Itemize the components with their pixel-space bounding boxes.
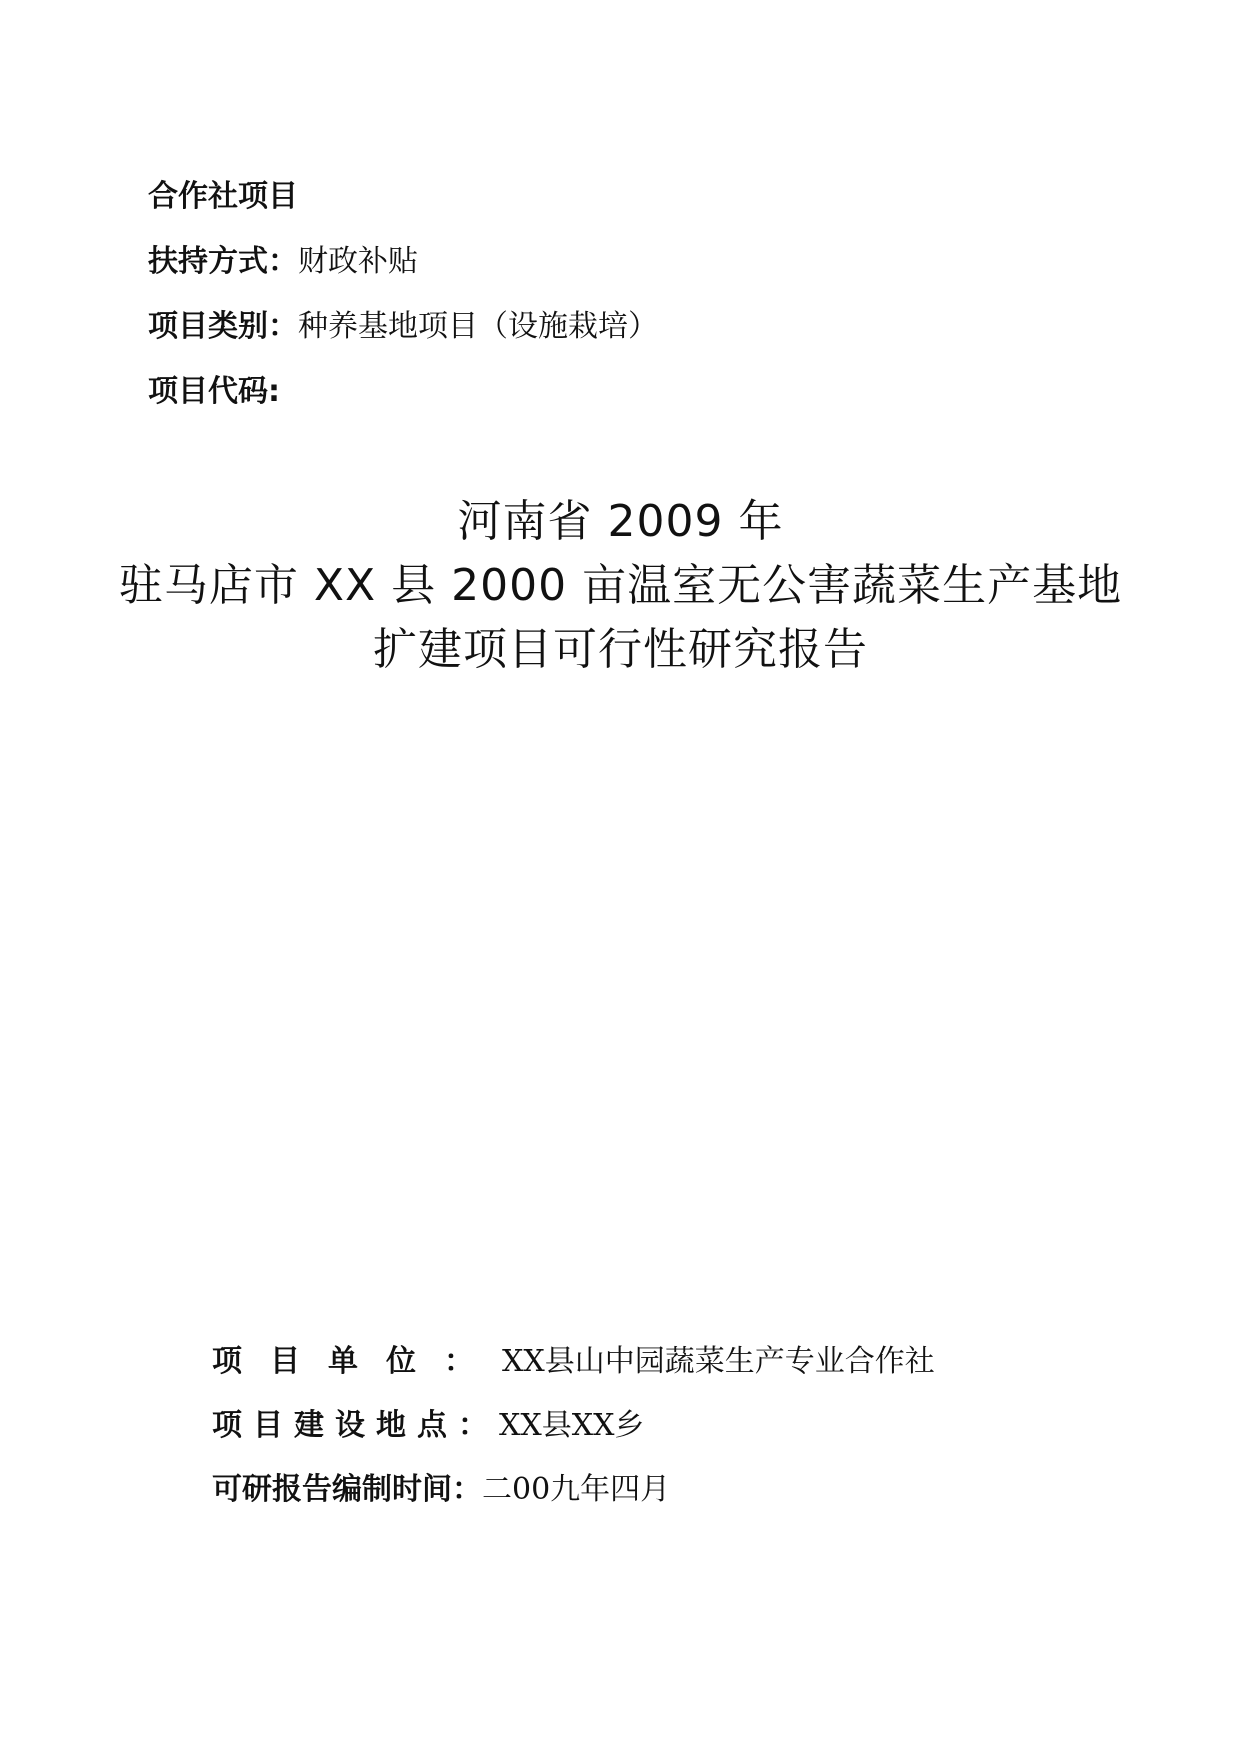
project-unit-label: 项目单位： bbox=[212, 1344, 502, 1379]
project-category-label: 项目类别： bbox=[148, 309, 298, 344]
report-title-line-1: 河南省 2009 年 bbox=[457, 496, 784, 547]
project-unit-value: XX县山中园蔬菜生产专业合作社 bbox=[502, 1344, 935, 1379]
project-code-line bbox=[148, 372, 280, 412]
project-code-label: 项目代码: bbox=[148, 374, 280, 409]
support-method-label: 扶持方式： bbox=[148, 244, 298, 279]
report-date-label: 可研报告编制时间： bbox=[212, 1472, 482, 1507]
cooperative-project-line bbox=[148, 177, 298, 217]
project-category-line bbox=[148, 307, 658, 347]
cooperative-label: 合作社项目 bbox=[148, 179, 298, 214]
project-unit-line bbox=[212, 1342, 935, 1382]
report-title-line-3: 扩建项目可行性研究报告 bbox=[373, 624, 868, 675]
project-site-line bbox=[212, 1406, 644, 1446]
report-date-value: 二00九年四月 bbox=[482, 1472, 671, 1507]
support-method-line bbox=[148, 242, 418, 282]
project-site-label: 项目建设地点： bbox=[212, 1408, 499, 1443]
support-method-value: 财政补贴 bbox=[298, 244, 418, 279]
report-title-line-2: 驻马店市 XX 县 2000 亩温室无公害蔬菜生产基地 bbox=[118, 560, 1123, 611]
project-category-value: 种养基地项目（设施栽培） bbox=[298, 309, 658, 344]
project-site-value: XX县XX乡 bbox=[499, 1408, 645, 1443]
report-date-line bbox=[212, 1470, 670, 1510]
